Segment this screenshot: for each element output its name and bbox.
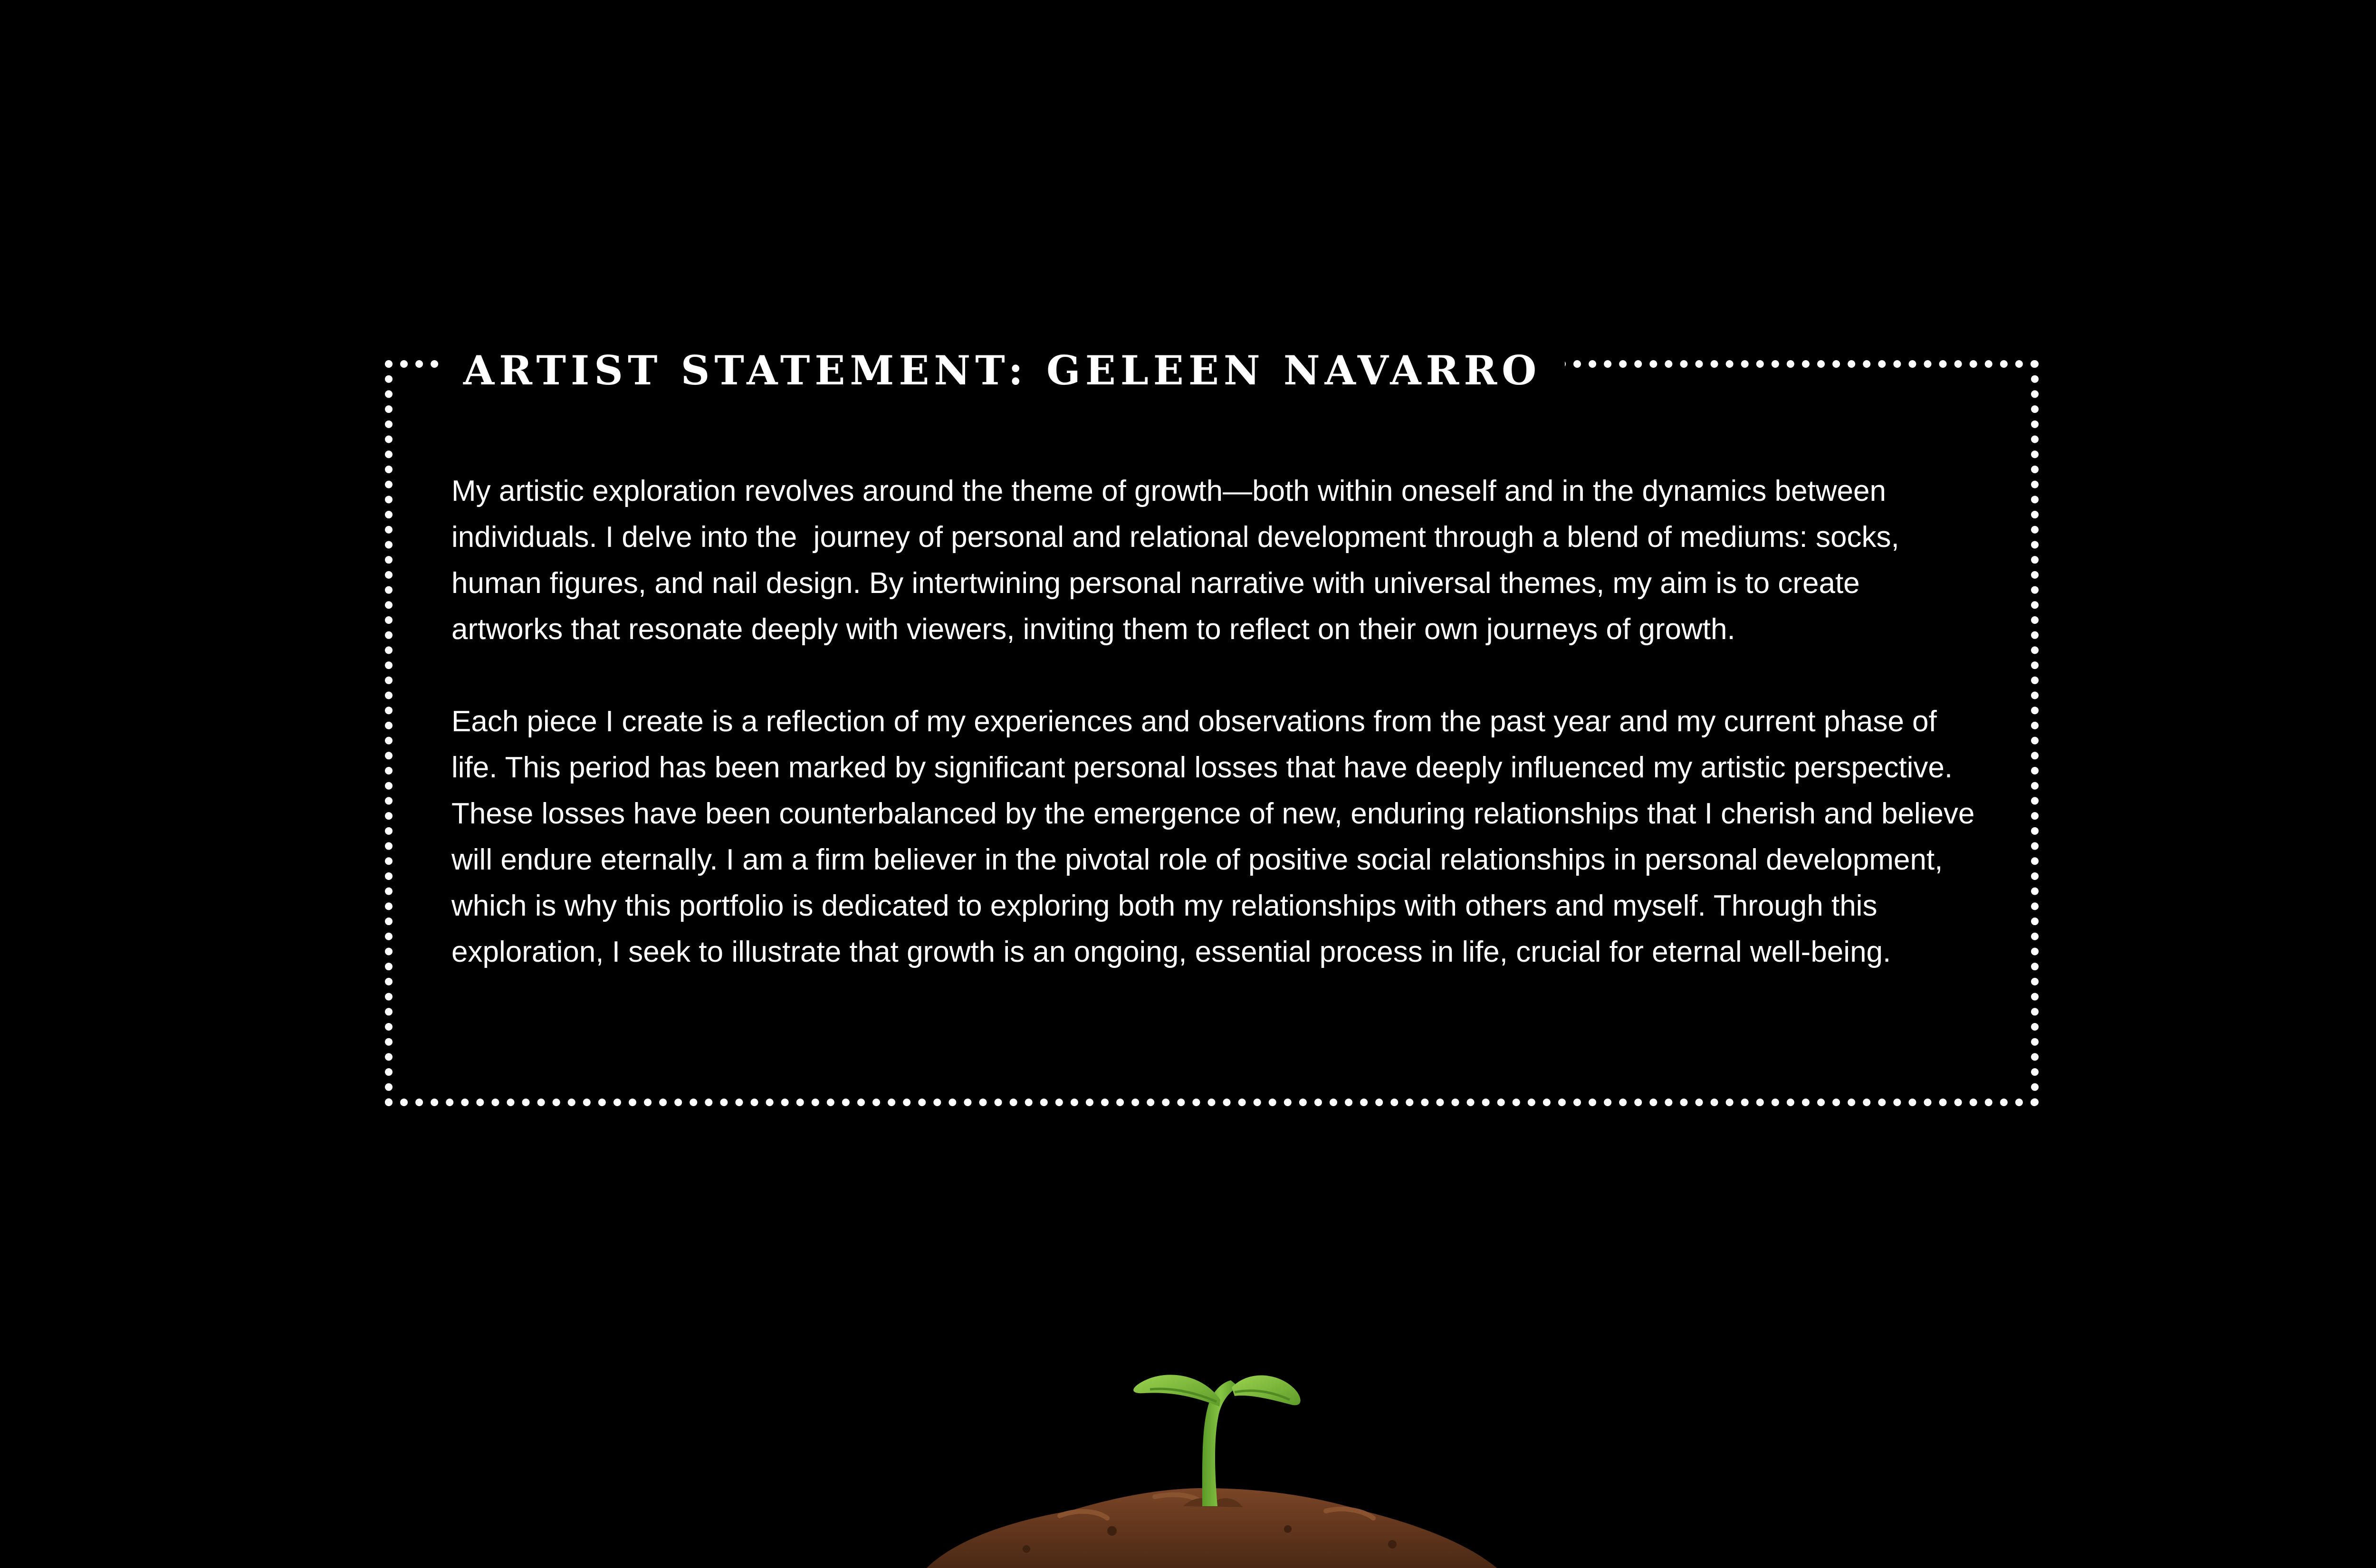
statement-body	[451, 468, 1983, 975]
paragraph-1: My artistic exploration revolves around the theme of growth—both within oneself and in the dynamics between individuals. I delve into the journey of personal and relational development through a blend of mediums: socks, human figures, and nail design. By intertwining personal narrative with universal themes, my aim is to create artworks that resonate deeply with viewers, inviting them to reflect on their own journeys of growth.	[451, 475, 1907, 646]
page-title: ARTIST STATEMENT: GELEEN NAVARRO	[444, 340, 1565, 402]
paragraph-2: Each piece I create is a reflection of my experiences and observations from the past year and my current phase of life. This period has been marked by significant personal losses that have deeply influenced my artistic perspective. These losses have been counterbalanced by the emergence of new, enduring relationships that I cherish and believe will endure eternally. I am a firm believer in the pivotal role of positive social relationships in personal development, which is why this portfolio is dedicated to exploring both my relationships with others and myself. Through this exploration, I seek to illustrate that growth is an ongoing, essential process in life, crucial for eternal well-being.	[451, 705, 1983, 968]
sprout-icon	[917, 1354, 1506, 1568]
